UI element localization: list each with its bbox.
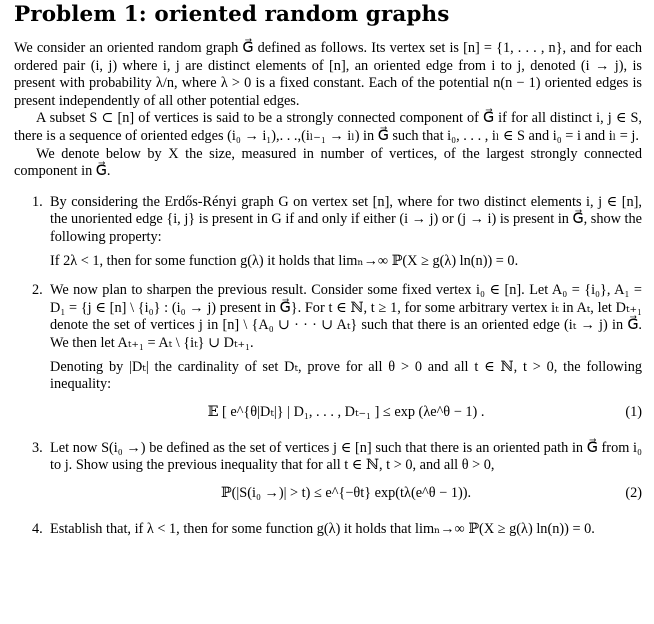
question-number: 4. <box>32 520 43 537</box>
question-4 <box>14 521 642 539</box>
question-3-text: Let now S(i₀ →) be defined as the set of vertices j ∈ [n] such that there is an oriented path in G⃗ from i₀ to j. Show using the previous inequality that for all t ∈ ℕ, t > 0, and all θ > 0, <box>50 439 642 474</box>
question-2-task: Denoting by |Dₜ| the cardinality of set Dₜ, prove for all θ > 0 and all t ∈ ℕ, t > 0, the following inequality: <box>50 358 642 393</box>
problem-body <box>14 40 642 550</box>
question-2-text: We now plan to sharpen the previous result. Consider some fixed vertex i₀ ∈ [n]. Let A₀ = {i₀}, A₁ = D₁ = {j ∈ [n] \ {i₀} : (i₀ → j) present in G⃗}. For t ∈ ℕ, t ≥ 1, for some arbitrary vertex iₜ in Aₜ, let Dₜ₊₁ denote the set of vertices j in [n] \ {A₀ ∪ · · · ∪ Aₜ} such that there is an oriented edge (iₜ → j) in G⃗. We then let Aₜ₊₁ = Aₜ \ {iₜ} ∪ Dₜ₊₁. <box>50 282 642 351</box>
equation-tag: (1) <box>625 403 642 420</box>
question-1-property: If 2λ < 1, then for some function g(λ) it holds that limₙ→∞ ℙ(X ≥ g(λ) ln(n)) = 0. <box>50 252 519 269</box>
question-2 <box>14 282 642 428</box>
intro-paragraph-2: A subset S ⊂ [n] of vertices is said to be a strongly connected component of G⃗ if for all distinct i, j ∈ S, there is a sequence of oriented edges (i₀ → i₁),. . .,(iₗ₋₁ → iₗ) in G⃗ such that i₀, . . . , iₗ ∈ S and i₀ = i and iₗ = j. <box>14 110 642 144</box>
equation-1 <box>50 398 642 428</box>
question-1-text: By considering the Erdős-Rényi graph G on vertex set [n], where for two distinct elements i, j ∈ [n], the unoriented edge {i, j} is present in G if and only if either (i → j) or (j → i) is present in G⃗, show the following property: <box>50 193 642 245</box>
question-1 <box>14 194 642 270</box>
question-number: 1. <box>32 193 43 210</box>
question-3 <box>14 440 642 509</box>
equation-2 <box>50 479 642 509</box>
intro-paragraph-3: We denote below by X the size, measured in number of vertices, of the largest strongly connected component in G⃗. <box>14 145 642 180</box>
question-number: 2. <box>32 282 43 299</box>
question-4-text: Establish that, if λ < 1, then for some function g(λ) it holds that limₙ→∞ ℙ(X ≥ g(λ) ln(n)) = 0. <box>50 520 595 537</box>
equation-expression: ℙ(|S(i₀ →)| > t) ≤ e^{−θt} exp(tλ(e^θ − 1)). <box>220 484 472 501</box>
intro-paragraph-1: We consider an oriented random graph G⃗ defined as follows. Its vertex set is [n] = {1, . . . , n}, and for each ordered pair (i, j) where i, j are distinct elements of [n], an oriented edge from i to j, denoted (i → j), is present with probability λ/n, where λ > 0 is a fixed constant. Each of the potential n(n − 1) oriented edges is present independently of all other potential edges. <box>14 40 642 109</box>
equation-expression: 𝔼 [ e^{θ|Dₜ|} | D₁, . . . , Dₜ₋₁ ] ≤ exp (λe^θ − 1) . <box>207 403 485 420</box>
problem-title: Problem 1: oriented random graphs <box>14 2 450 27</box>
question-number: 3. <box>32 439 43 456</box>
equation-tag: (2) <box>625 484 642 501</box>
question-list <box>14 194 642 539</box>
